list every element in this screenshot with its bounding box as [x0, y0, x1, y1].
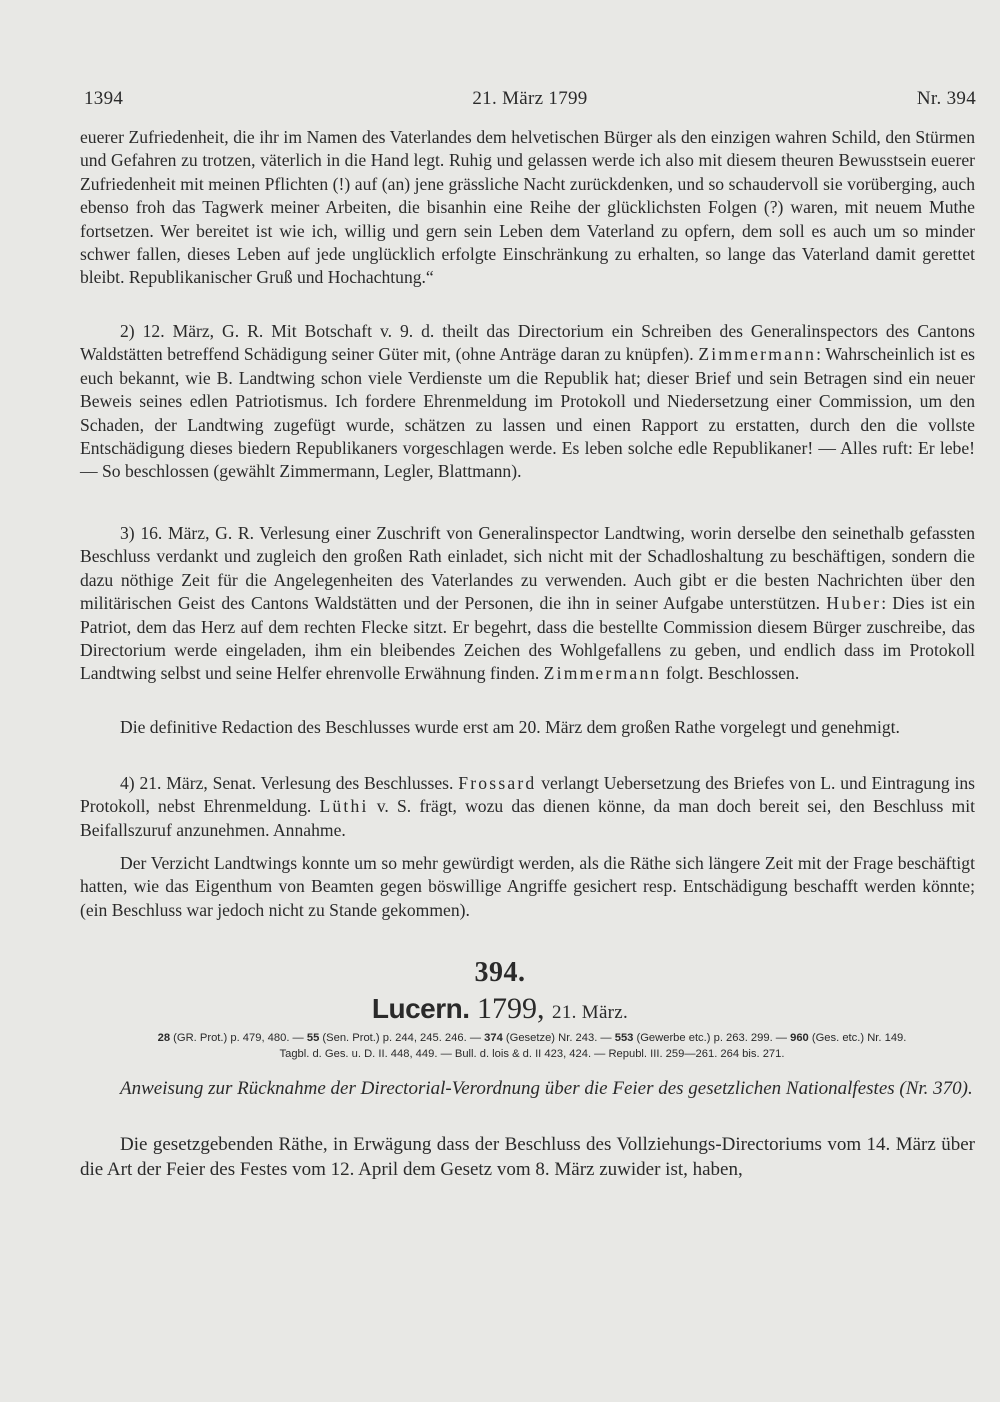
document-title: Anweisung zur Rücknahme der Directorial-Verordnung über die Feier des gesetzlichen Nationalfestes (Nr. 370). — [120, 1078, 973, 1099]
paragraph-1 — [80, 126, 975, 290]
paragraph-6 — [80, 852, 975, 922]
header-doc-ref: Nr. 394 — [916, 88, 976, 109]
speaker-name: Lüthi — [319, 796, 369, 817]
paragraph-3 — [80, 522, 975, 686]
source-references — [92, 1030, 972, 1062]
paragraph-text: Die definitive Redaction des Beschlusses wurde erst am 20. März dem großen Rathe vorgelegt und genehmigt. — [120, 717, 900, 737]
paragraph-5 — [80, 772, 975, 842]
page-header — [84, 88, 976, 112]
references-line-1: 28 (GR. Prot.) p. 479, 480. — 55 (Sen. Prot.) p. 244, 245. 246. — 374 (Gesetze) Nr. 243. — 553 (Gewerbe etc.) p. 263. 299. — 960 (Ges. etc.) Nr. 149. — [157, 1032, 907, 1044]
paragraph-text: : Dies ist ein Patriot, dem das Herz auf dem rechten Flecke sitzt. Er begehrt, dass die bestellte Commission diesem Bürger zuschreibe, das Directorium werde eingeladen, ihm ein bleibendes Zeichen des Wohlgefallens zu geben, und endlich dass im Protokoll Landtwing selbst und seine Helfer ehrenvolle Erwähnung finden. — [80, 593, 975, 684]
speaker-name: Zimmermann — [698, 344, 817, 365]
page-number: 1394 — [84, 88, 124, 109]
document-number: 394. — [474, 957, 526, 988]
paragraph-4 — [80, 716, 975, 739]
speaker-name: Zimmermann — [543, 663, 662, 684]
paragraph-text: 4) 21. März, Senat. Verlesung des Beschlusses. — [120, 773, 459, 793]
paragraph-text: Der Verzicht Landtwings konnte um so mehr gewürdigt werden, als die Räthe sich längere Zeit mit der Frage beschäftigt hatten, wie das Eigenthum von Beamten gegen böswillige Angriffe gesichert resp. Entschädigung beschafft werden könnte; (ein Beschluss war jedoch nicht zu Stande gekommen). — [80, 853, 975, 920]
paragraph-text: v. S. frägt, wozu das dienen könne, da man doch bereit sei, den Beschluss mit Beifallszuruf anzunehmen. Annahme. — [80, 796, 975, 840]
paragraph-text: verlangt Uebersetzung des Briefes von L. und Eintragung ins Protokoll, nebst Ehrenmeldung. — [80, 773, 975, 817]
paragraph-2 — [80, 320, 975, 484]
paragraph-text: 3) 16. März, G. R. Verlesung einer Zuschrift von Generalinspector Landtwing, worin derselbe den seinethalb gefassten Beschluss verdankt und zugleich den großen Rath einladet, sich nicht mit der Schadloshaltung zu beschäftigen, sondern die dazu nöthige Zeit für die Angelegenheiten des Vaterlandes zu verwenden. Auch gibt er die besten Nachrichten über den militärischen Geist des Cantons Waldstätten und der Personen, die ihn in seiner Aufgabe unterstützen. — [80, 523, 975, 614]
final-paragraph: Die gesetzgebenden Räthe, in Erwägung dass der Beschluss des Vollziehungs-Directoriums vom 14. März über die Art der Feier des Festes vom 12. April dem Gesetz vom 8. März zuwider ist, haben, — [80, 1134, 975, 1180]
document-year: 1799, — [477, 992, 545, 1025]
paragraph-text: 2) 12. März, G. R. Mit Botschaft v. 9. d. theilt das Directorium ein Schreiben des Generalinspectors des Cantons Waldstätten betreffend Schädigung seiner Güter mit, (ohne Anträge daran zu knüpfen). — [80, 321, 975, 365]
document-heading — [0, 992, 1000, 1026]
document-place: Lucern. — [371, 993, 470, 1024]
paragraph-text: : Wahrscheinlich ist es euch bekannt, wie B. Landtwing schon viele Verdienste um die Republik hat; dieser Brief und sein Betragen sind ein neuer Beweis seines edlen Patriotismus. Ich fordere Ehrenmeldung im Protokoll und Niedersetzung einer Commission, um den Schaden, der Landtwing zugefügt wurde, schätzen zu lassen und einen Rapport zu erstatten, durch den die vollste Entschädigung dieses biedern Republikaners vorgeschlagen werde. Es leben solche edle Republikaner! — Alles ruft: Er lebe! — So beschlossen (gewählt Zimmermann, Legler, Blattmann). — [80, 344, 975, 482]
paragraph-text: folgt. Beschlossen. — [661, 663, 800, 684]
references-line-2: Tagbl. d. Ges. u. D. II. 448, 449. — Bull. d. lois & d. II 423, 424. — Republ. III. 259—261. 264 bis. 271. — [279, 1048, 785, 1060]
document-date: 21. März. — [552, 1002, 629, 1023]
paragraph-text: euerer Zufriedenheit, die ihr im Namen des Vaterlandes dem helvetischen Bürger als den einzigen wahren Schild, den Stürmen und Gefahren zu trotzen, väterlich in die Hand legt. Ruhig und gelassen werde ich also mit diesem theuren Bewusstsein euerer Zufriedenheit mit meinen Pflichten (!) auf (an) jene grässliche Nacht zurückdenken, und so schaudervoll sie vorüberging, auch ebenso froh das Tagwerk meiner Arbeiten, die bisanhin eine Reihe der glücklichsten Folgen (?) waren, mit neuem Muthe fortsetzen. Wer bereitet ist wie ich, willig und gern sein Leben dem Vaterland zu opfern, dem soll es auch um so minder schwer fallen, dieses Leben auf jede unglücklich erfolgte Einschränkung zu erhalten, so lange das Vaterland damit gerettet bleibt. Republikanischer Gruß und Hochachtung.“ — [80, 127, 975, 288]
speaker-name: Frossard — [458, 773, 537, 793]
speaker-name: Huber — [826, 593, 882, 614]
header-date: 21. März 1799 — [472, 88, 588, 109]
